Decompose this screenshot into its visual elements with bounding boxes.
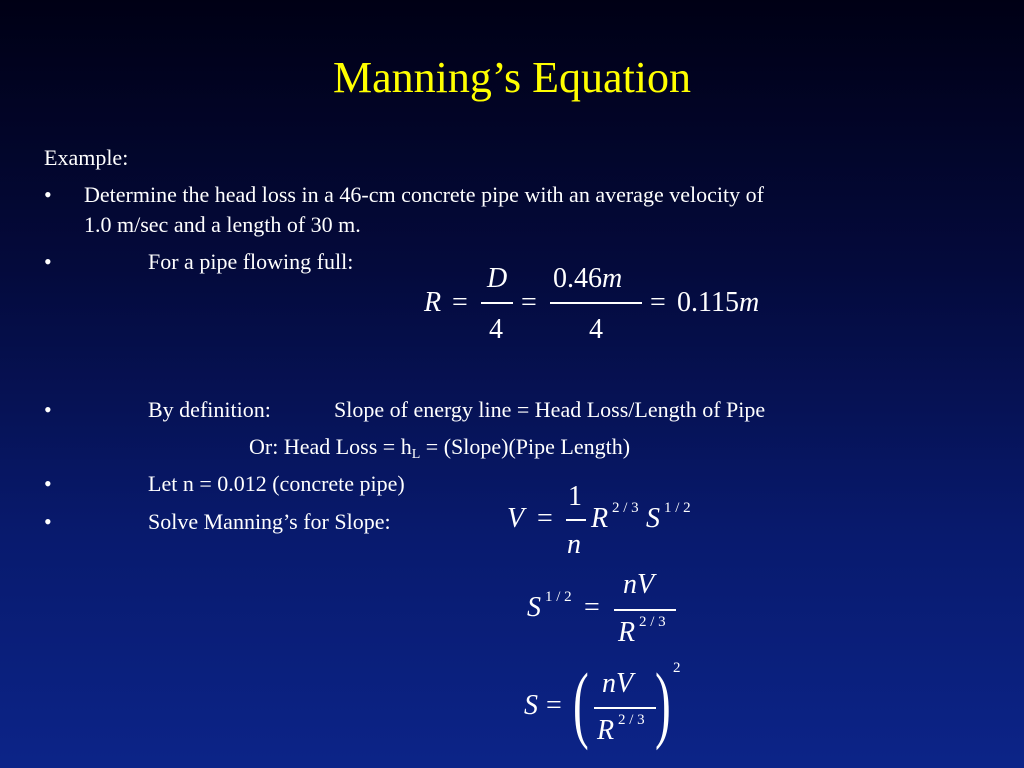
- bullet-1-line-2: 1.0 m/sec and a length of 30 m.: [84, 212, 361, 237]
- head-loss-definition: Or: Head Loss = $h_L$ = (Slope)(Pipe Length): [249, 434, 631, 462]
- eq-s-power: 2: [673, 660, 681, 676]
- eq-s12-exponent: 1 / 2: [545, 589, 572, 605]
- eq-v-r-exponent: 2 / 3: [612, 500, 639, 516]
- left-parenthesis: (: [573, 655, 589, 751]
- eq-v-lhs: V: [507, 503, 525, 534]
- bullet-3-glyph: •: [44, 397, 52, 422]
- eq-s-equals: =: [546, 690, 562, 721]
- eq-r-num-2: 0.46m: [553, 263, 623, 294]
- eq-s-lhs: S: [524, 690, 538, 721]
- bullet-3-label: By definition:: [148, 397, 271, 422]
- eq-s12-s: S: [527, 592, 541, 623]
- eq-r-den-1: 4: [489, 314, 503, 345]
- bullet-4-glyph: •: [44, 471, 52, 496]
- bullet-1-glyph: •: [44, 182, 52, 207]
- eq-s12-equals: =: [584, 592, 600, 623]
- eq-s12-fraction-bar: [614, 609, 676, 611]
- eq-v-n: n: [567, 529, 581, 560]
- eq-r-lhs: R: [424, 287, 442, 318]
- eq-r-equals-1: =: [452, 287, 468, 318]
- bullet-5-glyph: •: [44, 509, 52, 534]
- bullet-2-glyph: •: [44, 249, 52, 274]
- eq-v-one: 1: [568, 481, 582, 512]
- eq-r-den-2: 4: [589, 314, 603, 345]
- eq-r-fraction-bar-1: [481, 302, 513, 304]
- slide-title: Manning’s Equation: [332, 53, 692, 102]
- eq-s-r-exponent: 2 / 3: [618, 712, 645, 728]
- eq-r-fraction-bar-2: [550, 302, 642, 304]
- bullet-2-text: For a pipe flowing full:: [148, 249, 354, 274]
- bullet-5-text: Solve Manning’s for Slope:: [148, 509, 391, 534]
- eq-v-s: S: [646, 503, 660, 534]
- eq-s-fraction-bar: [594, 707, 656, 709]
- bullet-4-text: Let n = 0.012 (concrete pipe): [148, 471, 405, 496]
- eq-v-s-exponent: 1 / 2: [664, 500, 691, 516]
- right-parenthesis: ): [655, 655, 671, 751]
- bullet-3-text: Slope of energy line = Head Loss/Length of Pipe: [334, 397, 766, 422]
- eq-s12-r-exponent: 2 / 3: [639, 614, 666, 630]
- eq-s-r: R: [597, 715, 615, 746]
- eq-r-equals-3: =: [650, 287, 666, 318]
- bullet-1-line-1: Determine the head loss in a 46-cm concrete pipe with an average velocity of: [84, 182, 764, 207]
- eq-s12-numerator: nV: [623, 569, 655, 600]
- example-label: Example:: [44, 145, 129, 170]
- eq-s-numerator: nV: [602, 668, 634, 699]
- eq-v-r: R: [591, 503, 609, 534]
- eq-r-num-d: D: [487, 263, 508, 294]
- eq-r-result: 0.115m: [677, 287, 760, 318]
- eq-s12-r: R: [618, 617, 636, 648]
- eq-r-equals-2: =: [521, 287, 537, 318]
- eq-v-fraction-bar: [566, 519, 586, 521]
- eq-v-equals: =: [537, 503, 553, 534]
